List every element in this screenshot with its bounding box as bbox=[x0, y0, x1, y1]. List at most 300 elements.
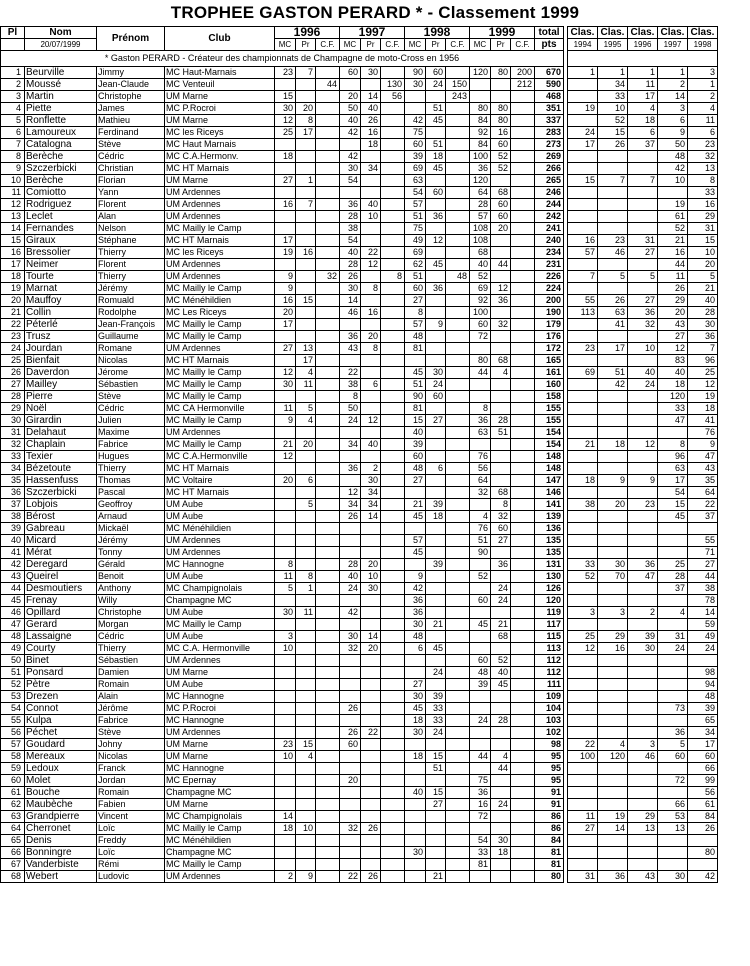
cell-1996-cf bbox=[316, 235, 340, 247]
header-clas-year-1997: 1997 bbox=[658, 39, 688, 51]
cell-1998-cf bbox=[446, 547, 470, 559]
cell-1999-pr bbox=[491, 691, 511, 703]
cell-clas-1998: 26 bbox=[688, 823, 718, 835]
cell-1996-cf bbox=[316, 559, 340, 571]
cell-1997-pr: 16 bbox=[361, 307, 381, 319]
cell-1997-cf bbox=[381, 163, 405, 175]
cell-1998-cf bbox=[446, 403, 470, 415]
cell-1999-pr bbox=[491, 547, 511, 559]
cell-clas-1997: 26 bbox=[658, 283, 688, 295]
cell-1998-mc: 57 bbox=[405, 319, 426, 331]
cell-1998-cf bbox=[446, 487, 470, 499]
cell-1996-pr bbox=[296, 463, 316, 475]
cell-nom: Ledoux bbox=[25, 763, 97, 775]
cell-clas-1994 bbox=[568, 331, 598, 343]
cell-1997-cf bbox=[381, 451, 405, 463]
cell-1996-pr: 15 bbox=[296, 739, 316, 751]
cell-club: UM Marne bbox=[165, 175, 275, 187]
cell-prenom: Geoffroy bbox=[97, 499, 165, 511]
header-year-1997: 1997 bbox=[340, 27, 405, 39]
cell-1996-pr bbox=[296, 643, 316, 655]
cell-1997-pr bbox=[361, 427, 381, 439]
cell-clas-1996 bbox=[628, 331, 658, 343]
cell-nom: Hassenfuss bbox=[25, 475, 97, 487]
cell-1997-mc: 46 bbox=[340, 307, 361, 319]
cell-1998-cf bbox=[446, 631, 470, 643]
cell-clas-1994 bbox=[568, 775, 598, 787]
cell-1997-mc: 34 bbox=[340, 439, 361, 451]
cell-1999-cf bbox=[511, 559, 535, 571]
cell-clas-1997 bbox=[658, 667, 688, 679]
cell-1997-mc: 32 bbox=[340, 643, 361, 655]
cell-total: 95 bbox=[535, 751, 564, 763]
cell-1998-mc: 48 bbox=[405, 331, 426, 343]
cell-1999-mc: 32 bbox=[470, 487, 491, 499]
cell-club: MC P.Rocroi bbox=[165, 103, 275, 115]
cell-1998-cf bbox=[446, 175, 470, 187]
cell-1999-cf: 200 bbox=[511, 67, 535, 79]
cell-clas-1997: 63 bbox=[658, 463, 688, 475]
cell-1998-mc: 39 bbox=[405, 439, 426, 451]
cell-1999-cf bbox=[511, 331, 535, 343]
table-row bbox=[1, 523, 718, 535]
cell-clas-1997: 3 bbox=[658, 103, 688, 115]
cell-1998-pr: 9 bbox=[426, 319, 446, 331]
cell-clas-1995 bbox=[598, 679, 628, 691]
cell-1997-pr: 14 bbox=[361, 91, 381, 103]
cell-club: MC Venteuil bbox=[165, 79, 275, 91]
cell-1996-pr: 1 bbox=[296, 175, 316, 187]
cell-1999-cf bbox=[511, 643, 535, 655]
cell-club: MC HT Marnais bbox=[165, 463, 275, 475]
table-row bbox=[1, 655, 718, 667]
table-row bbox=[1, 583, 718, 595]
cell-clas-1998: 64 bbox=[688, 487, 718, 499]
cell-clas-1994: 7 bbox=[568, 271, 598, 283]
cell-clas-1995 bbox=[598, 787, 628, 799]
cell-clas-1995 bbox=[598, 427, 628, 439]
cell-1997-mc bbox=[340, 535, 361, 547]
cell-1997-pr: 26 bbox=[361, 115, 381, 127]
cell-1999-pr bbox=[491, 175, 511, 187]
cell-pl: 41 bbox=[1, 547, 25, 559]
cell-1997-cf bbox=[381, 403, 405, 415]
cell-1998-pr: 21 bbox=[426, 871, 446, 883]
cell-clas-1997: 5 bbox=[658, 739, 688, 751]
cell-1998-pr bbox=[426, 823, 446, 835]
table-row bbox=[1, 127, 718, 139]
cell-1998-pr bbox=[426, 451, 446, 463]
cell-1997-cf bbox=[381, 811, 405, 823]
cell-1998-mc: 69 bbox=[405, 163, 426, 175]
header-clas-year-1996: 1996 bbox=[628, 39, 658, 51]
cell-clas-1994 bbox=[568, 691, 598, 703]
cell-clas-1995: 33 bbox=[598, 91, 628, 103]
cell-clas-1995 bbox=[598, 415, 628, 427]
cell-1998-cf bbox=[446, 835, 470, 847]
cell-1998-cf bbox=[446, 343, 470, 355]
cell-1997-mc: 42 bbox=[340, 127, 361, 139]
cell-1996-mc: 12 bbox=[275, 367, 296, 379]
cell-prenom: Romain bbox=[97, 787, 165, 799]
cell-nom: Opillard bbox=[25, 607, 97, 619]
cell-1999-cf bbox=[511, 199, 535, 211]
cell-clas-1998: 12 bbox=[688, 379, 718, 391]
cell-1997-pr bbox=[361, 151, 381, 163]
cell-1996-mc bbox=[275, 595, 296, 607]
cell-1999-cf bbox=[511, 151, 535, 163]
cell-clas-1994: 16 bbox=[568, 235, 598, 247]
cell-total: 111 bbox=[535, 679, 564, 691]
cell-1997-pr: 20 bbox=[361, 643, 381, 655]
cell-clas-1994: 17 bbox=[568, 139, 598, 151]
cell-1996-mc bbox=[275, 187, 296, 199]
cell-1996-mc: 20 bbox=[275, 475, 296, 487]
cell-1999-mc: 64 bbox=[470, 187, 491, 199]
cell-prenom: Mathieu bbox=[97, 115, 165, 127]
cell-clas-1997: 17 bbox=[658, 475, 688, 487]
cell-1996-mc: 19 bbox=[275, 247, 296, 259]
cell-clas-1994: 38 bbox=[568, 499, 598, 511]
cell-total: 165 bbox=[535, 355, 564, 367]
cell-prenom: Florent bbox=[97, 199, 165, 211]
cell-clas-1998: 55 bbox=[688, 535, 718, 547]
cell-clas-1996: 2 bbox=[628, 607, 658, 619]
cell-1999-pr: 28 bbox=[491, 415, 511, 427]
cell-1998-cf bbox=[446, 307, 470, 319]
cell-1998-cf bbox=[446, 355, 470, 367]
cell-1997-pr: 40 bbox=[361, 103, 381, 115]
cell-1996-pr bbox=[296, 391, 316, 403]
cell-1997-mc bbox=[340, 595, 361, 607]
cell-1999-cf bbox=[511, 535, 535, 547]
header-clas-4: Clas. bbox=[658, 27, 688, 39]
cell-1998-cf bbox=[446, 655, 470, 667]
cell-1999-pr: 36 bbox=[491, 295, 511, 307]
cell-prenom: Thierry bbox=[97, 463, 165, 475]
cell-1997-mc: 60 bbox=[340, 67, 361, 79]
cell-clas-1996: 27 bbox=[628, 295, 658, 307]
cell-1999-mc bbox=[470, 763, 491, 775]
table-row bbox=[1, 391, 718, 403]
cell-club: Champagne MC bbox=[165, 595, 275, 607]
cell-clas-1998: 22 bbox=[688, 499, 718, 511]
cell-1997-cf bbox=[381, 679, 405, 691]
cell-1998-pr bbox=[426, 631, 446, 643]
cell-1999-mc: 60 bbox=[470, 595, 491, 607]
cell-1997-pr: 20 bbox=[361, 559, 381, 571]
table-row bbox=[1, 319, 718, 331]
cell-clas-1994 bbox=[568, 403, 598, 415]
cell-1997-mc bbox=[340, 619, 361, 631]
cell-1996-cf bbox=[316, 547, 340, 559]
cell-1997-pr bbox=[361, 367, 381, 379]
cell-pl: 14 bbox=[1, 223, 25, 235]
table-row bbox=[1, 259, 718, 271]
cell-1998-cf bbox=[446, 367, 470, 379]
cell-1996-pr: 20 bbox=[296, 103, 316, 115]
cell-1998-mc bbox=[405, 799, 426, 811]
cell-1996-pr bbox=[296, 79, 316, 91]
cell-1997-mc: 42 bbox=[340, 607, 361, 619]
cell-clas-1994 bbox=[568, 535, 598, 547]
cell-1999-mc bbox=[470, 379, 491, 391]
cell-prenom: Alan bbox=[97, 211, 165, 223]
cell-clas-1998: 6 bbox=[688, 127, 718, 139]
cell-1998-cf bbox=[446, 499, 470, 511]
cell-1996-pr: 17 bbox=[296, 127, 316, 139]
cell-prenom: Fabien bbox=[97, 799, 165, 811]
cell-1996-pr bbox=[296, 487, 316, 499]
cell-clas-1998 bbox=[688, 523, 718, 535]
cell-prenom: James bbox=[97, 103, 165, 115]
cell-clas-1997 bbox=[658, 523, 688, 535]
cell-clas-1997: 12 bbox=[658, 343, 688, 355]
cell-1997-pr bbox=[361, 739, 381, 751]
table-row bbox=[1, 139, 718, 151]
cell-clas-1998: 33 bbox=[688, 187, 718, 199]
cell-1998-cf bbox=[446, 451, 470, 463]
cell-1998-pr bbox=[426, 475, 446, 487]
cell-1997-cf bbox=[381, 343, 405, 355]
cell-1999-mc: 90 bbox=[470, 547, 491, 559]
cell-1996-cf bbox=[316, 691, 340, 703]
cell-1998-cf bbox=[446, 511, 470, 523]
cell-1998-mc: 49 bbox=[405, 235, 426, 247]
cell-prenom: Pascal bbox=[97, 487, 165, 499]
cell-1997-mc: 36 bbox=[340, 199, 361, 211]
cell-1997-pr bbox=[361, 79, 381, 91]
cell-1999-mc: 44 bbox=[470, 751, 491, 763]
cell-1998-mc: 30 bbox=[405, 691, 426, 703]
cell-1999-cf bbox=[511, 871, 535, 883]
header-prenom: Prénom bbox=[97, 27, 165, 51]
cell-1997-cf bbox=[381, 559, 405, 571]
cell-pl: 34 bbox=[1, 463, 25, 475]
cell-1998-cf bbox=[446, 595, 470, 607]
cell-club: UM Ardennes bbox=[165, 655, 275, 667]
cell-1999-cf bbox=[511, 235, 535, 247]
table-row bbox=[1, 619, 718, 631]
cell-1998-pr bbox=[426, 199, 446, 211]
cell-1996-cf bbox=[316, 619, 340, 631]
table-row bbox=[1, 247, 718, 259]
cell-1998-cf bbox=[446, 703, 470, 715]
cell-1999-mc bbox=[470, 499, 491, 511]
cell-1999-pr: 44 bbox=[491, 763, 511, 775]
cell-1998-mc: 60 bbox=[405, 451, 426, 463]
cell-club: UM Marne bbox=[165, 91, 275, 103]
cell-clas-1998: 2 bbox=[688, 91, 718, 103]
cell-1996-mc bbox=[275, 847, 296, 859]
cell-total: 179 bbox=[535, 319, 564, 331]
cell-total: 120 bbox=[535, 595, 564, 607]
cell-1999-mc: 52 bbox=[470, 571, 491, 583]
cell-club: MC Haut Marnais bbox=[165, 139, 275, 151]
cell-1998-mc: 8 bbox=[405, 307, 426, 319]
cell-1999-cf bbox=[511, 667, 535, 679]
cell-1998-pr: 51 bbox=[426, 763, 446, 775]
cell-clas-1996 bbox=[628, 703, 658, 715]
cell-1997-mc bbox=[340, 835, 361, 847]
cell-1996-pr bbox=[296, 703, 316, 715]
cell-1998-cf bbox=[446, 391, 470, 403]
cell-1997-mc: 26 bbox=[340, 271, 361, 283]
table-row bbox=[1, 271, 718, 283]
cell-total: 246 bbox=[535, 187, 564, 199]
cell-clas-1994: 12 bbox=[568, 643, 598, 655]
page-title: TROPHEE GASTON PERARD * - Classement 1999 bbox=[170, 3, 580, 22]
cell-total: 135 bbox=[535, 535, 564, 547]
cell-nom: Delahaut bbox=[25, 427, 97, 439]
header-sub-1997-mc: MC bbox=[340, 39, 361, 51]
cell-1997-mc: 22 bbox=[340, 367, 361, 379]
cell-1998-pr bbox=[426, 835, 446, 847]
cell-1999-pr: 60 bbox=[491, 199, 511, 211]
header-sub-1996-cf: C.F. bbox=[316, 39, 340, 51]
cell-1998-pr bbox=[426, 271, 446, 283]
cell-1996-cf bbox=[316, 67, 340, 79]
cell-1998-cf bbox=[446, 751, 470, 763]
table-row bbox=[1, 511, 718, 523]
cell-prenom: Jérémy bbox=[97, 283, 165, 295]
cell-1999-mc bbox=[470, 871, 491, 883]
cell-pl: 32 bbox=[1, 439, 25, 451]
cell-nom: Grandpierre bbox=[25, 811, 97, 823]
cell-1996-cf bbox=[316, 139, 340, 151]
cell-1997-pr: 30 bbox=[361, 67, 381, 79]
cell-total: 139 bbox=[535, 511, 564, 523]
cell-1997-pr bbox=[361, 355, 381, 367]
table-row bbox=[1, 199, 718, 211]
cell-1997-mc bbox=[340, 679, 361, 691]
cell-1999-pr bbox=[491, 439, 511, 451]
cell-1996-mc: 9 bbox=[275, 283, 296, 295]
cell-1999-cf bbox=[511, 283, 535, 295]
cell-1999-cf bbox=[511, 139, 535, 151]
cell-total: 158 bbox=[535, 391, 564, 403]
cell-nom: Trusz bbox=[25, 331, 97, 343]
cell-1997-cf bbox=[381, 427, 405, 439]
cell-1999-mc: 24 bbox=[470, 715, 491, 727]
cell-clas-1997: 29 bbox=[658, 295, 688, 307]
cell-clas-1997 bbox=[658, 619, 688, 631]
cell-1997-cf bbox=[381, 847, 405, 859]
cell-prenom: Romane bbox=[97, 343, 165, 355]
cell-1996-mc bbox=[275, 511, 296, 523]
cell-pl: 29 bbox=[1, 403, 25, 415]
cell-1998-cf bbox=[446, 643, 470, 655]
cell-1999-pr: 30 bbox=[491, 835, 511, 847]
cell-clas-1997 bbox=[658, 787, 688, 799]
cell-prenom: Ludovic bbox=[97, 871, 165, 883]
cell-clas-1998: 44 bbox=[688, 571, 718, 583]
cell-prenom: Jérome bbox=[97, 367, 165, 379]
cell-clas-1998: 78 bbox=[688, 595, 718, 607]
cell-clas-1995 bbox=[598, 451, 628, 463]
cell-total: 155 bbox=[535, 403, 564, 415]
cell-1997-pr: 40 bbox=[361, 439, 381, 451]
cell-clas-1994: 24 bbox=[568, 127, 598, 139]
cell-1996-pr: 4 bbox=[296, 751, 316, 763]
cell-clas-1998: 9 bbox=[688, 439, 718, 451]
cell-1999-pr: 27 bbox=[491, 535, 511, 547]
cell-1996-pr: 8 bbox=[296, 115, 316, 127]
cell-1996-mc: 23 bbox=[275, 739, 296, 751]
cell-1998-pr: 60 bbox=[426, 187, 446, 199]
cell-pl: 8 bbox=[1, 151, 25, 163]
cell-1999-mc bbox=[470, 439, 491, 451]
cell-1997-pr bbox=[361, 715, 381, 727]
cell-1996-cf bbox=[316, 811, 340, 823]
cell-1997-pr bbox=[361, 535, 381, 547]
cell-1996-cf bbox=[316, 823, 340, 835]
cell-1996-mc: 17 bbox=[275, 235, 296, 247]
cell-clas-1998: 28 bbox=[688, 307, 718, 319]
cell-1998-pr: 33 bbox=[426, 703, 446, 715]
cell-clas-1996 bbox=[628, 223, 658, 235]
cell-1997-cf bbox=[381, 355, 405, 367]
cell-1999-cf bbox=[511, 403, 535, 415]
cell-1996-cf bbox=[316, 511, 340, 523]
cell-1999-mc: 120 bbox=[470, 67, 491, 79]
cell-pl: 53 bbox=[1, 691, 25, 703]
cell-clas-1996 bbox=[628, 391, 658, 403]
header-clas-2: Clas. bbox=[598, 27, 628, 39]
cell-1997-mc: 34 bbox=[340, 499, 361, 511]
header-sub-1996-pr: Pr bbox=[296, 39, 316, 51]
cell-1996-pr: 17 bbox=[296, 355, 316, 367]
cell-1998-cf bbox=[446, 67, 470, 79]
cell-1997-mc: 14 bbox=[340, 295, 361, 307]
cell-1996-cf bbox=[316, 439, 340, 451]
cell-1997-cf bbox=[381, 655, 405, 667]
cell-pl: 48 bbox=[1, 631, 25, 643]
cell-1998-pr: 33 bbox=[426, 715, 446, 727]
cell-club: UM Ardennes bbox=[165, 211, 275, 223]
cell-1998-mc: 90 bbox=[405, 67, 426, 79]
cell-1996-pr bbox=[296, 151, 316, 163]
cell-prenom: Rémi bbox=[97, 859, 165, 871]
cell-clas-1998: 10 bbox=[688, 247, 718, 259]
cell-club: MC Mailly le Camp bbox=[165, 439, 275, 451]
cell-1999-pr: 45 bbox=[491, 679, 511, 691]
cell-1998-cf bbox=[446, 295, 470, 307]
cell-1998-mc: 62 bbox=[405, 259, 426, 271]
cell-1998-mc: 9 bbox=[405, 571, 426, 583]
cell-club: UM Marne bbox=[165, 799, 275, 811]
cell-1999-mc: 68 bbox=[470, 247, 491, 259]
cell-club: UM Ardennes bbox=[165, 343, 275, 355]
cell-1996-cf bbox=[316, 343, 340, 355]
cell-clas-1997: 42 bbox=[658, 163, 688, 175]
table-row bbox=[1, 751, 718, 763]
cell-1997-pr bbox=[361, 451, 381, 463]
cell-1998-pr: 39 bbox=[426, 559, 446, 571]
cell-1998-mc: 51 bbox=[405, 379, 426, 391]
cell-1997-pr bbox=[361, 595, 381, 607]
cell-1996-pr bbox=[296, 859, 316, 871]
cell-1997-pr: 20 bbox=[361, 331, 381, 343]
cell-1997-cf bbox=[381, 367, 405, 379]
cell-1997-cf bbox=[381, 619, 405, 631]
cell-1996-mc: 18 bbox=[275, 823, 296, 835]
cell-1998-mc: 45 bbox=[405, 703, 426, 715]
cell-1997-cf bbox=[381, 511, 405, 523]
cell-1996-cf bbox=[316, 847, 340, 859]
cell-1997-mc bbox=[340, 547, 361, 559]
cell-total: 95 bbox=[535, 775, 564, 787]
